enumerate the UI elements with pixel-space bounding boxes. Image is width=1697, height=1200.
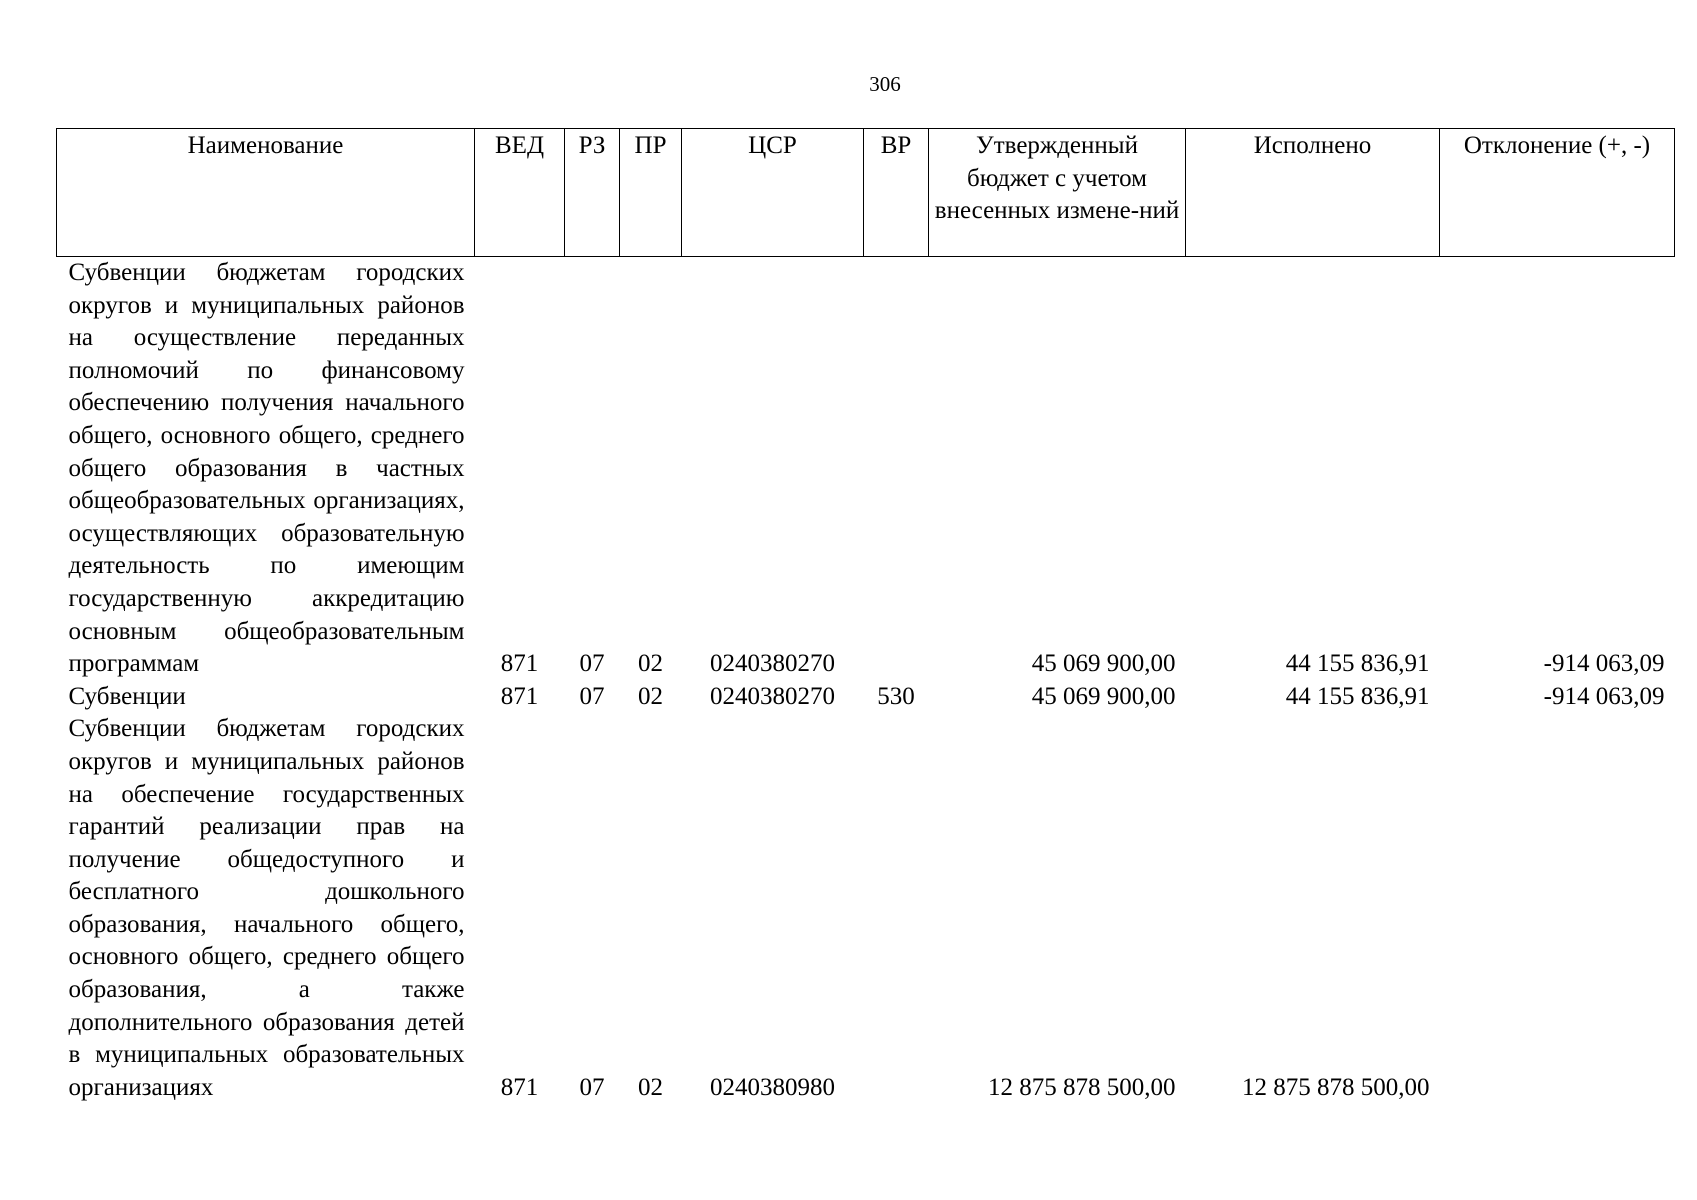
row-csr: 0240380270 <box>710 682 835 710</box>
row-vr: 530 <box>877 682 915 710</box>
header-vr: ВР <box>864 129 929 257</box>
row-name: Субвенции бюджетам городских округов и муниципальных районов на осуществление переданных полномочий по финансовому обеспечению получения начального общего, основного общего, среднего общего образования в частных общеобразовательных организациях, осуществляющих образовательную деятельность по имеющим государственную аккредитацию основным общеобразовательным программам <box>68 259 465 678</box>
header-csr: ЦСР <box>682 129 864 257</box>
row-vr <box>864 257 929 681</box>
table-row <box>57 713 1675 1104</box>
row-pr: 02 <box>638 1073 663 1101</box>
header-executed: Исполнено <box>1186 129 1440 257</box>
row-pr: 02 <box>638 682 663 710</box>
header-pr: ПР <box>620 129 682 257</box>
row-ved: 871 <box>500 650 539 678</box>
row-csr: 0240380270 <box>710 650 835 678</box>
header-ved: ВЕД <box>475 129 565 257</box>
page-number: 306 <box>869 72 901 96</box>
row-deviation: -914 063,09 <box>1543 682 1665 710</box>
row-deviation <box>1440 713 1675 1104</box>
row-csr: 0240380980 <box>710 1073 835 1101</box>
row-executed: 44 155 836,91 <box>1285 650 1430 678</box>
row-ved: 871 <box>500 682 539 710</box>
row-rz: 07 <box>579 650 605 678</box>
row-pr: 02 <box>638 650 663 678</box>
row-approved: 45 069 900,00 <box>1031 682 1176 710</box>
header-rz: РЗ <box>565 129 620 257</box>
row-deviation: -914 063,09 <box>1543 650 1665 678</box>
table-row <box>57 257 1675 681</box>
table-row <box>57 681 1675 714</box>
row-executed: 12 875 878 500,00 <box>1242 1073 1430 1101</box>
header-deviation: Отклонение (+, -) <box>1440 129 1675 257</box>
budget-execution-table <box>56 128 1675 1104</box>
row-vr <box>864 713 929 1104</box>
row-name: Субвенции <box>68 682 186 710</box>
row-approved: 45 069 900,00 <box>1031 650 1176 678</box>
row-name: Субвенции бюджетам городских округов и муниципальных районов на обеспечение государственных гарантий реализации прав на получение общедоступного и бесплатного дошкольного образования, начального общего, основного общего, среднего общего образования, а также дополнительного образования детей в муниципальных образовательных организациях <box>68 715 465 1101</box>
row-approved: 12 875 878 500,00 <box>988 1073 1176 1101</box>
header-name: Наименование <box>57 129 475 257</box>
header-approved-budget: Утвержденный бюджет с учетом внесенных измене-ний <box>929 129 1186 257</box>
table-header-row <box>57 129 1675 257</box>
row-rz: 07 <box>579 682 605 710</box>
row-rz: 07 <box>579 1073 605 1101</box>
row-ved: 871 <box>500 1073 539 1101</box>
row-executed: 44 155 836,91 <box>1285 682 1430 710</box>
